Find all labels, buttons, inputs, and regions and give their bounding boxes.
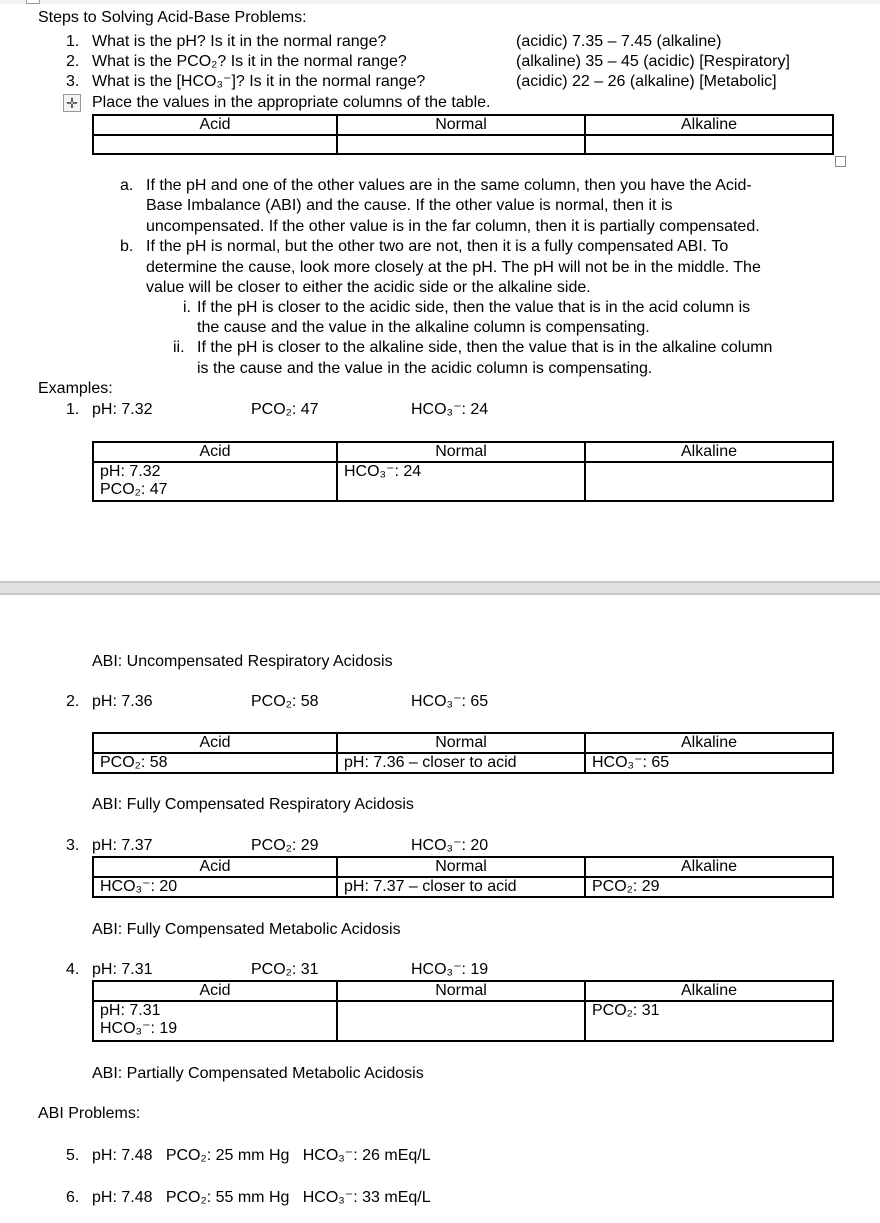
rule-i-line: If the pH is closer to the acidic side, then the value that is in the acid column is <box>197 299 751 316</box>
cell-value: pH: 7.32 <box>100 463 161 480</box>
example-number: 2. <box>66 693 80 710</box>
header-alkaline: Alkaline <box>585 733 833 753</box>
cell-value: pH: 7.37 – closer to acid <box>344 878 517 895</box>
cell[interactable] <box>585 135 833 154</box>
abi-result: ABI: Partially Compensated Metabolic Acidosis <box>92 1065 424 1082</box>
cell-value: PCO₂: 29 <box>592 878 660 895</box>
header-alkaline: Alkaline <box>585 857 833 877</box>
problem-text: pH: 7.48 PCO₂: 25 mm Hg HCO₃⁻: 26 mEq/L <box>92 1147 431 1164</box>
table-move-handle-icon[interactable]: ✛ <box>63 94 81 112</box>
example-number: 3. <box>66 837 80 854</box>
rule-a-line: Base Imbalance (ABI) and the cause. If the other value is normal, then it is <box>146 197 673 214</box>
cell-value: HCO₃⁻: 20 <box>100 878 178 895</box>
cell-value: PCO₂: 58 <box>100 754 168 771</box>
problem-text: pH: 7.48 PCO₂: 55 mm Hg HCO₃⁻: 33 mEq/L <box>92 1189 431 1206</box>
header-alkaline: Alkaline <box>585 442 833 462</box>
example-number: 1. <box>66 401 80 418</box>
cell[interactable] <box>93 135 337 154</box>
step-number: 2. <box>66 53 80 70</box>
page-break <box>0 581 880 595</box>
rule-a-line: If the pH and one of the other values are in the same column, then you have the Acid- <box>146 177 752 194</box>
header-alkaline: Alkaline <box>585 115 833 135</box>
rule-b-line: If the pH is normal, but the other two are not, then it is a fully compensated ABI. To <box>146 238 729 255</box>
normal-cell[interactable] <box>337 462 585 501</box>
acid-cell[interactable] <box>93 1001 337 1041</box>
header-acid: Acid <box>93 733 337 753</box>
example-hco3: HCO₃⁻: 20 <box>411 837 489 854</box>
step-text: What is the [HCO₃⁻]? Is it in the normal range? <box>92 73 426 90</box>
example-ph: pH: 7.31 <box>92 961 153 978</box>
example-hco3: HCO₃⁻: 65 <box>411 693 489 710</box>
rule-i-label: i. <box>183 299 191 316</box>
normal-cell[interactable] <box>337 877 585 897</box>
header-normal: Normal <box>337 981 585 1001</box>
acid-cell[interactable] <box>93 462 337 501</box>
normal-cell[interactable] <box>337 1001 585 1041</box>
header-normal: Normal <box>337 442 585 462</box>
cell-value: pH: 7.36 – closer to acid <box>344 754 517 771</box>
acid-cell[interactable] <box>93 877 337 897</box>
cell-value: pH: 7.31 <box>100 1002 161 1019</box>
example-pco2: PCO₂: 58 <box>251 693 319 710</box>
cell-value: HCO₃⁻: 19 <box>100 1020 178 1037</box>
example-4-table <box>92 980 834 1042</box>
rule-ii-line: is the cause and the value in the acidic column is compensating. <box>197 360 653 377</box>
example-number: 4. <box>66 961 80 978</box>
header-acid: Acid <box>93 857 337 877</box>
rule-b-line: determine the cause, look more closely at the pH. The pH will not be in the middle. The <box>146 259 761 276</box>
cell[interactable] <box>337 135 585 154</box>
example-pco2: PCO₂: 29 <box>251 837 319 854</box>
cell-value: HCO₃⁻: 65 <box>592 754 670 771</box>
example-ph: pH: 7.36 <box>92 693 153 710</box>
example-hco3: HCO₃⁻: 19 <box>411 961 489 978</box>
step-range: (acidic) 22 – 26 (alkaline) [Metabolic] <box>516 73 777 90</box>
step-text: What is the PCO₂? Is it in the normal range? <box>92 53 407 70</box>
step-number: 3. <box>66 73 80 90</box>
abi-result: ABI: Fully Compensated Respiratory Acidosis <box>92 796 414 813</box>
header-alkaline: Alkaline <box>585 981 833 1001</box>
header-acid: Acid <box>93 115 337 135</box>
alkaline-cell[interactable] <box>585 877 833 897</box>
problem-number: 6. <box>66 1189 80 1206</box>
rule-ii-label: ii. <box>173 339 185 356</box>
example-pco2: PCO₂: 31 <box>251 961 319 978</box>
alkaline-cell[interactable] <box>585 753 833 773</box>
header-acid: Acid <box>93 442 337 462</box>
step-number: 1. <box>66 33 80 50</box>
table-resize-handle[interactable] <box>835 156 846 167</box>
cell-value: PCO₂: 31 <box>592 1002 660 1019</box>
rule-ii-line: If the pH is closer to the alkaline side, then the value that is in the alkaline column <box>197 339 773 356</box>
document-title: Steps to Solving Acid-Base Problems: <box>38 9 307 26</box>
acid-cell[interactable] <box>93 753 337 773</box>
example-3-table <box>92 856 834 898</box>
normal-cell[interactable] <box>337 753 585 773</box>
rule-b-line: value will be closer to either the acidic side or the alkaline side. <box>146 279 591 296</box>
rule-b-label: b. <box>120 238 134 255</box>
example-hco3: HCO₃⁻: 24 <box>411 401 489 418</box>
header-normal: Normal <box>337 733 585 753</box>
example-ph: pH: 7.37 <box>92 837 153 854</box>
cell-value: HCO₃⁻: 24 <box>344 463 422 480</box>
rule-i-line: the cause and the value in the alkaline column is compensating. <box>197 319 650 336</box>
problems-label: ABI Problems: <box>38 1105 141 1122</box>
abi-result: ABI: Uncompensated Respiratory Acidosis <box>92 653 393 670</box>
header-normal: Normal <box>337 857 585 877</box>
example-ph: pH: 7.32 <box>92 401 153 418</box>
step-range: (alkaline) 35 – 45 (acidic) [Respiratory] <box>516 53 790 70</box>
page-top-edge <box>0 0 880 4</box>
step-range: (acidic) 7.35 – 7.45 (alkaline) <box>516 33 722 50</box>
place-instruction: Place the values in the appropriate columns of the table. <box>92 94 491 111</box>
blank-table <box>92 114 834 155</box>
examples-label: Examples: <box>38 380 113 397</box>
example-pco2: PCO₂: 47 <box>251 401 319 418</box>
example-1-table <box>92 441 834 502</box>
example-2-table <box>92 732 834 774</box>
step-text: What is the pH? Is it in the normal range? <box>92 33 387 50</box>
rule-a-line: uncompensated. If the other value is in the far column, then it is partially compensated. <box>146 218 760 235</box>
alkaline-cell[interactable] <box>585 462 833 501</box>
header-normal: Normal <box>337 115 585 135</box>
page-corner-marker <box>26 0 40 4</box>
header-acid: Acid <box>93 981 337 1001</box>
problem-number: 5. <box>66 1147 80 1164</box>
rule-a-label: a. <box>120 177 134 194</box>
abi-result: ABI: Fully Compensated Metabolic Acidosis <box>92 921 401 938</box>
alkaline-cell[interactable] <box>585 1001 833 1041</box>
cell-value: PCO₂: 47 <box>100 481 168 498</box>
